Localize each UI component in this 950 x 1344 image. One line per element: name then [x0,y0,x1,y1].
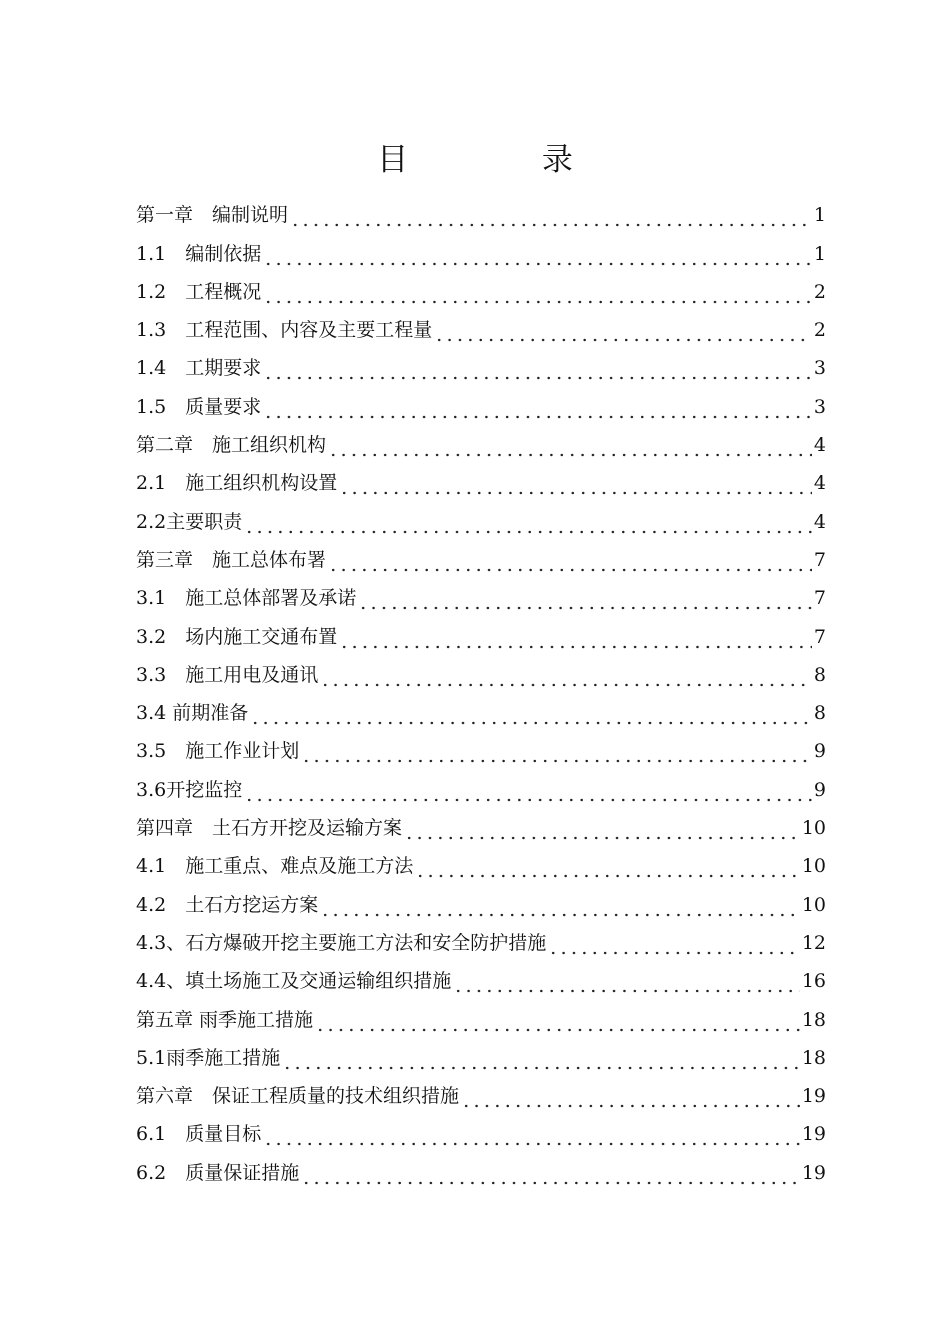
dot-leader [301,1158,800,1188]
toc-entry-page: 10 [801,817,826,840]
dot-leader [358,583,812,613]
toc-entry-text: 6.2 质量保证措施 [136,1161,300,1184]
toc-entry-page: 9 [813,778,826,801]
toc-entry [136,920,826,958]
toc-entry [136,269,826,307]
toc-entry [136,1035,826,1073]
toc-entry-page: 2 [813,280,826,303]
toc-entry [136,422,826,460]
toc-entry-page: 2 [813,319,826,342]
toc-entry-text: 1.1 编制依据 [136,242,262,265]
toc-entry-text: 第六章 保证工程质量的技术组织措施 [136,1085,460,1108]
toc-entry [136,690,826,728]
toc-entry [136,345,826,383]
toc-entry-text: 1.4 工期要求 [136,357,262,380]
toc-entry [136,575,826,613]
toc-entry-text: 4.4、填土场施工及交通运输组织措施 [136,970,452,993]
dot-leader [328,430,812,460]
toc-entry-page: 3 [813,357,826,380]
toc-list [136,192,826,1188]
toc-entry-page: 10 [801,855,826,878]
toc-entry-page: 8 [813,702,826,725]
toc-entry-text: 4.3、石方爆破开挖主要施工方法和安全防护措施 [136,931,547,954]
dot-leader [339,622,812,652]
toc-entry [136,843,826,881]
dot-leader [320,660,812,690]
dot-leader [328,545,812,575]
toc-entry [136,460,826,498]
dot-leader [263,1119,800,1149]
toc-entry-text: 第三章 施工总体布署 [136,548,327,571]
toc-entry-page: 8 [813,663,826,686]
toc-entry-text: 第五章 雨季施工措施 [136,1008,314,1031]
dot-leader [415,851,800,881]
toc-entry-page: 4 [813,434,826,457]
dot-leader [282,1043,800,1073]
toc-entry-page: 19 [801,1085,826,1108]
toc-entry [136,383,826,421]
toc-entry-text: 3.1 施工总体部署及承诺 [136,587,357,610]
toc-entry-text: 1.2 工程概况 [136,280,262,303]
dot-leader [315,1005,800,1035]
toc-entry [136,805,826,843]
toc-entry-page: 1 [813,242,826,265]
toc-entry-page: 19 [801,1123,826,1146]
dot-leader [250,698,812,728]
toc-entry [136,728,826,766]
toc-entry-page: 18 [801,1046,826,1069]
dot-leader [434,315,812,345]
toc-entry-page: 4 [813,510,826,533]
toc-entry-page: 16 [801,970,826,993]
toc-entry [136,192,826,230]
dot-leader [339,468,812,498]
toc-entry-text: 1.5 质量要求 [136,395,262,418]
toc-entry [136,652,826,690]
toc-entry [136,958,826,996]
dot-leader [301,736,812,766]
toc-entry-page: 7 [813,587,826,610]
toc-entry-text: 3.6开挖监控 [136,778,243,801]
toc-entry [136,1073,826,1111]
toc-entry-page: 12 [801,931,826,954]
toc-entry-page: 1 [813,204,826,227]
dot-leader [548,928,800,958]
toc-title: 目 录 [377,142,635,178]
toc-entry-text: 1.3 工程范围、内容及主要工程量 [136,319,433,342]
toc-entry-text: 3.2 场内施工交通布置 [136,625,338,648]
toc-entry [136,1149,826,1187]
dot-leader [263,277,812,307]
toc-entry-text: 第一章 编制说明 [136,204,289,227]
toc-entry [136,766,826,804]
toc-entry-text: 3.5 施工作业计划 [136,740,300,763]
toc-entry-text: 4.1 施工重点、难点及施工方法 [136,855,414,878]
toc-entry [136,996,826,1034]
dot-leader [290,200,812,230]
toc-entry-page: 9 [813,740,826,763]
toc-entry-page: 10 [801,893,826,916]
toc-entry-text: 3.3 施工用电及通讯 [136,663,319,686]
dot-leader [453,966,800,996]
dot-leader [244,507,812,537]
toc-entry [136,1111,826,1149]
toc-entry-text: 6.1 质量目标 [136,1123,262,1146]
toc-entry [136,537,826,575]
toc-entry-page: 18 [801,1008,826,1031]
dot-leader [263,239,812,269]
toc-entry-page: 4 [813,472,826,495]
toc-entry-page: 19 [801,1161,826,1184]
dot-leader [461,1081,800,1111]
toc-entry-text: 第四章 土石方开挖及运输方案 [136,817,403,840]
toc-entry-page: 7 [813,625,826,648]
dot-leader [263,392,812,422]
toc-entry-text: 第二章 施工组织机构 [136,434,327,457]
toc-entry-page: 3 [813,395,826,418]
toc-entry [136,307,826,345]
toc-entry-text: 4.2 土石方挖运方案 [136,893,319,916]
toc-entry-text: 2.1 施工组织机构设置 [136,472,338,495]
toc-entry [136,230,826,268]
dot-leader [320,890,800,920]
dot-leader [404,813,800,843]
toc-entry-text: 2.2主要职责 [136,510,243,533]
dot-leader [263,353,812,383]
dot-leader [244,775,812,805]
toc-entry [136,498,826,536]
toc-entry [136,881,826,919]
toc-entry-text: 3.4 前期准备 [136,702,249,725]
toc-entry-page: 7 [813,548,826,571]
toc-entry [136,613,826,651]
toc-entry-text: 5.1雨季施工措施 [136,1046,281,1069]
